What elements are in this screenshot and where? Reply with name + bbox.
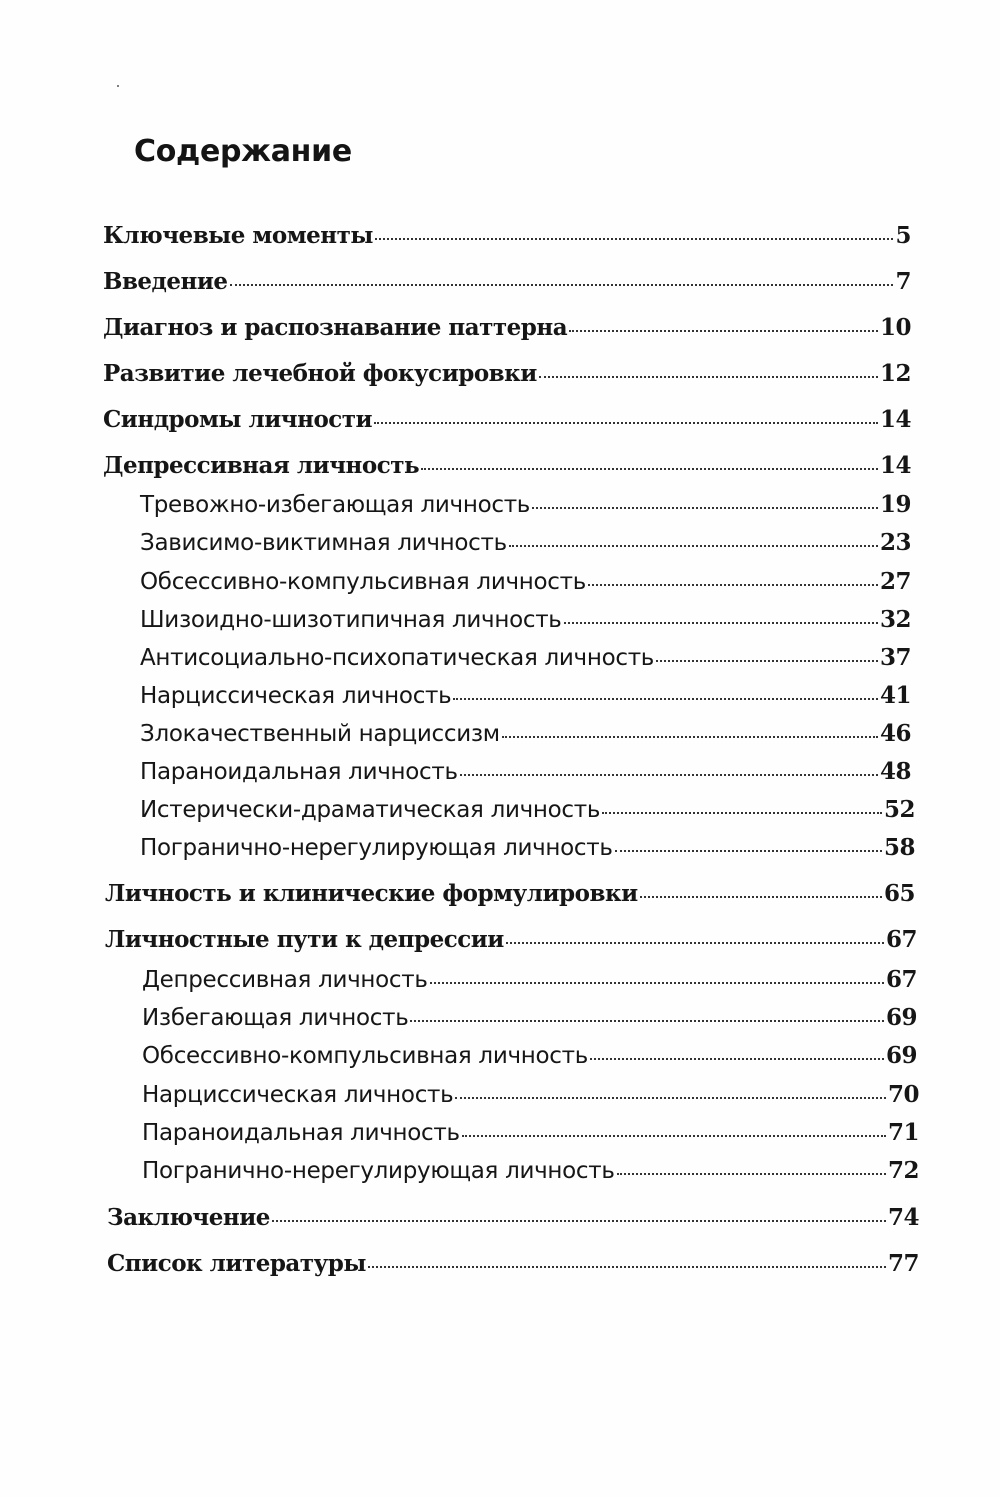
toc-entry[interactable]	[103, 218, 911, 254]
dot-leader	[532, 507, 878, 509]
dot-leader	[615, 850, 882, 852]
toc-entry[interactable]	[103, 264, 911, 300]
toc-entry-label: Тревожно-избегающая личность	[140, 492, 531, 518]
toc-title: Содержание	[134, 134, 352, 169]
dot-leader	[374, 422, 878, 424]
toc-entry-page: 27	[879, 568, 911, 595]
toc-entry-label: Диагноз и распознавание паттерна	[103, 314, 568, 341]
toc-entry-page: 23	[879, 529, 911, 556]
toc-entry-label: Ключевые моменты	[103, 222, 373, 249]
toc-entry[interactable]	[140, 525, 911, 561]
dot-leader	[410, 1020, 884, 1022]
toc-entry[interactable]	[107, 1200, 919, 1236]
toc-entry-page: 46	[879, 720, 911, 747]
toc-entry[interactable]	[140, 754, 911, 790]
toc-entry-page: 14	[879, 452, 911, 479]
dot-leader	[230, 284, 894, 286]
toc-entry[interactable]	[105, 922, 917, 958]
toc-entry-label: Зависимо-виктимная личность	[140, 530, 507, 556]
toc-entry[interactable]	[140, 640, 911, 676]
dot-leader	[602, 812, 882, 814]
toc-entry-page: 69	[885, 1004, 917, 1031]
toc-entry[interactable]	[103, 310, 911, 346]
toc-entry[interactable]	[142, 962, 917, 998]
dot-leader	[569, 330, 878, 332]
dot-leader	[617, 1173, 886, 1175]
toc-entry[interactable]	[142, 1115, 919, 1151]
toc-entry-label: Параноидальная личность	[140, 759, 458, 785]
dot-leader	[506, 942, 884, 944]
dot-leader	[564, 622, 878, 624]
toc-entry[interactable]	[140, 678, 911, 714]
toc-entry-label: Параноидальная личность	[142, 1120, 460, 1146]
dot-leader	[430, 982, 884, 984]
toc-entry-page: 77	[887, 1250, 919, 1277]
toc-entry[interactable]	[140, 564, 911, 600]
toc-entry-label: Заключение	[107, 1204, 270, 1231]
toc-entry-label: Злокачественный нарциссизм	[140, 721, 500, 747]
toc-entry-label: Погранично-нерегулирующая личность	[142, 1158, 615, 1184]
toc-entry-label: Личностные пути к депрессии	[105, 926, 504, 953]
toc-entry-page: 12	[879, 360, 911, 387]
toc-entry-label: Шизоидно-шизотипичная личность	[140, 607, 562, 633]
toc-entry[interactable]	[103, 448, 911, 484]
print-speck	[117, 85, 119, 87]
toc-entry[interactable]	[105, 876, 915, 912]
toc-entry[interactable]	[142, 1038, 917, 1074]
toc-entry-label: Введение	[103, 268, 228, 295]
dot-leader	[375, 238, 894, 240]
dot-leader	[656, 660, 878, 662]
toc-entry[interactable]	[142, 1153, 919, 1189]
toc-entry-page: 48	[879, 758, 911, 785]
toc-entry-page: 58	[883, 834, 915, 861]
dot-leader	[509, 545, 878, 547]
toc-entry-label: Избегающая личность	[142, 1005, 409, 1031]
toc-entry-page: 32	[879, 606, 911, 633]
toc-entry[interactable]	[142, 1077, 919, 1113]
toc-entry-page: 69	[885, 1042, 917, 1069]
dot-leader	[502, 736, 878, 738]
toc-entry-page: 70	[887, 1081, 919, 1108]
toc-entry-page: 67	[885, 926, 917, 953]
dot-leader	[462, 1135, 886, 1137]
dot-leader	[453, 698, 878, 700]
dot-leader	[421, 468, 878, 470]
toc-entry[interactable]	[140, 716, 911, 752]
toc-entry-label: Обсессивно-компульсивная личность	[140, 569, 586, 595]
toc-entry-label: Обсессивно-компульсивная личность	[142, 1043, 588, 1069]
toc-entry[interactable]	[140, 792, 915, 828]
dot-leader	[368, 1266, 886, 1268]
toc-entry-label: Истерически-драматическая личность	[140, 797, 601, 823]
toc-entry-page: 72	[887, 1157, 919, 1184]
dot-leader	[539, 376, 878, 378]
toc-entry[interactable]	[140, 487, 911, 523]
toc-entry[interactable]	[142, 1000, 917, 1036]
toc-entry-label: Нарциссическая личность	[142, 1082, 454, 1108]
dot-leader	[272, 1220, 886, 1222]
toc-entry-page: 5	[895, 222, 911, 249]
toc-entry-label: Депрессивная личность	[142, 967, 428, 993]
toc-entry[interactable]	[140, 602, 911, 638]
toc-entry-label: Список литературы	[107, 1250, 366, 1277]
toc-entry-page: 41	[879, 682, 911, 709]
toc-entry-label: Погранично-нерегулирующая личность	[140, 835, 613, 861]
dot-leader	[640, 896, 882, 898]
toc-entry-page: 71	[887, 1119, 919, 1146]
toc-entry-page: 10	[879, 314, 911, 341]
toc-entry-page: 37	[879, 644, 911, 671]
toc-entry-label: Личность и клинические формулировки	[105, 880, 638, 907]
toc-entry-page: 19	[879, 491, 911, 518]
toc-entry-label: Синдромы личности	[103, 406, 373, 433]
toc-entry-page: 65	[883, 880, 915, 907]
dot-leader	[455, 1097, 886, 1099]
toc-entry-page: 14	[879, 406, 911, 433]
toc-entry[interactable]	[103, 402, 911, 438]
toc-entry-label: Развитие лечебной фокусировки	[103, 360, 537, 387]
toc-entry-label: Нарциссическая личность	[140, 683, 452, 709]
toc-entry-label: Депрессивная личность	[103, 452, 420, 479]
toc-entry-page: 52	[883, 796, 915, 823]
toc-entry-page: 7	[895, 268, 911, 295]
dot-leader	[588, 584, 878, 586]
toc-entry-page: 67	[885, 966, 917, 993]
toc-entry[interactable]	[140, 830, 915, 866]
dot-leader	[460, 774, 878, 776]
toc-entry-label: Антисоциально-психопатическая личность	[140, 645, 655, 671]
toc-entry[interactable]	[103, 356, 911, 392]
dot-leader	[590, 1058, 884, 1060]
toc-entry-page: 74	[887, 1204, 919, 1231]
toc-entry[interactable]	[107, 1246, 919, 1282]
